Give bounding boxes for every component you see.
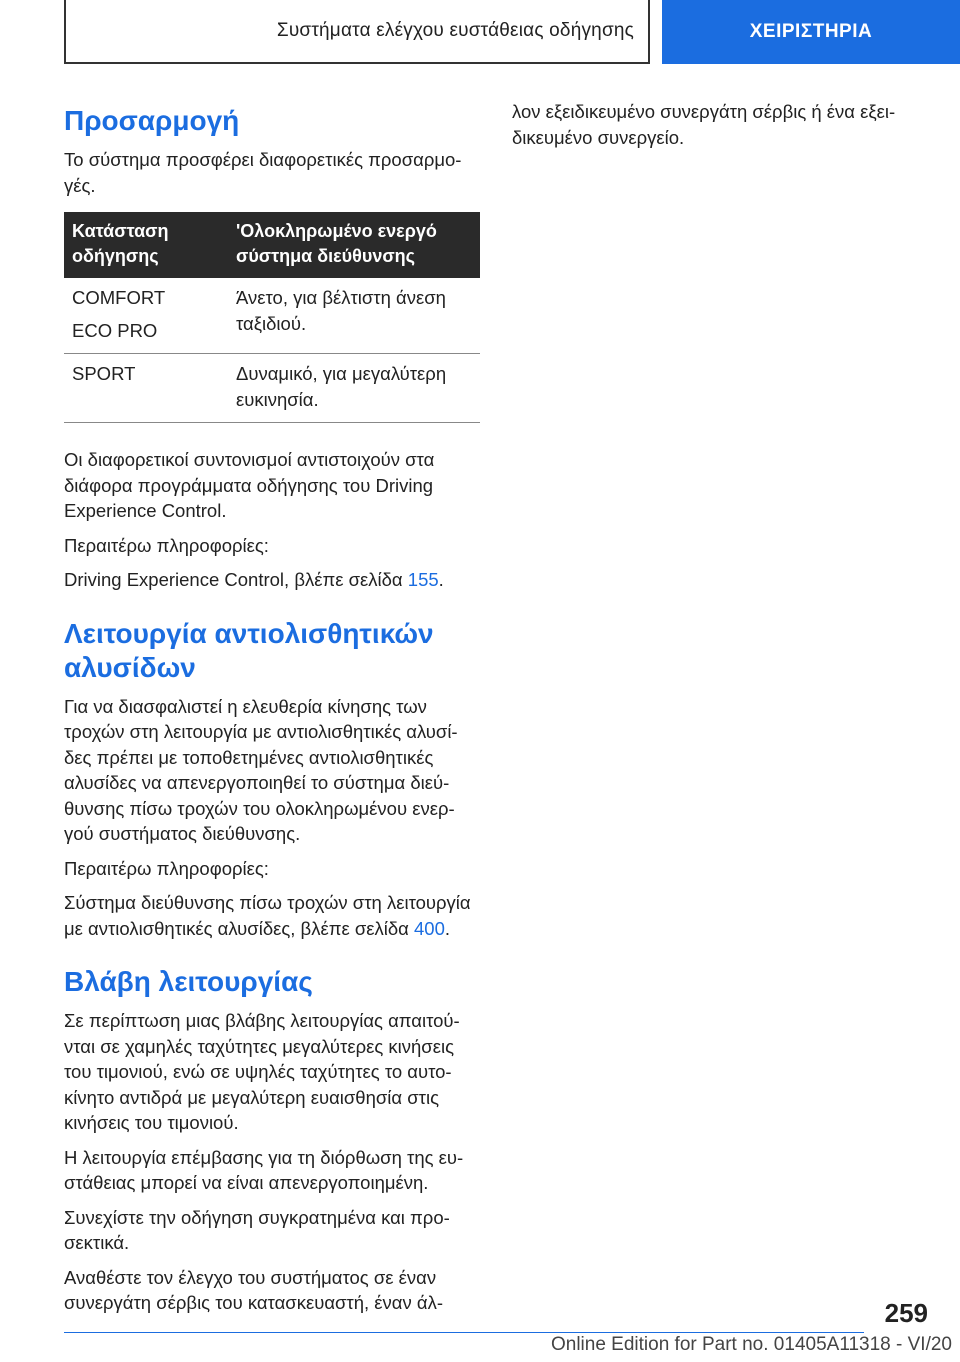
table-cell-description: Δυναμικό, για μεγαλύτερη ευκινησία. — [224, 354, 480, 423]
left-column — [64, 104, 480, 1316]
adaptation-intro: Το σύστημα προσφέρει διαφορετικές προσαρμο-γές. — [64, 149, 462, 196]
reference-period: . — [444, 917, 451, 939]
right-column — [512, 99, 928, 150]
snow-chains-reference — [64, 890, 480, 941]
adaptation-heading: Προσαρμογή — [64, 105, 240, 136]
malfunction-heading: Βλάβη λειτουργίας — [64, 966, 313, 997]
footer-edition-text: Online Edition for Part no. 01405A11318 - VI/20 — [550, 1334, 952, 1355]
table-header-steering-system: 'Ολοκληρωμένο ενεργό σύστημα διεύθυνσης — [224, 212, 480, 278]
adaptation-table — [64, 212, 480, 423]
mode-sport: SPORT — [72, 363, 136, 384]
adaptation-more-info-label: Περαιτέρω πληροφορίες: — [64, 534, 269, 556]
malfunction-paragraph-3: Συνεχίστε την οδήγηση συγκρατημένα και προ-σεκτικά. — [64, 1206, 450, 1253]
table-row — [64, 354, 480, 423]
chapter-tab[interactable]: ΧΕΙΡΙΣΤΗΡΙΑ — [662, 0, 960, 64]
table-header-row — [64, 212, 480, 278]
snow-chains-heading-line2: αλυσίδων — [64, 651, 196, 683]
malfunction-paragraph-4-start: Αναθέστε τον έλεγχο του συστήματος σε έναν συνεργάτη σέρβις του κατασκευαστή, έναν άλ- — [64, 1266, 443, 1313]
snow-chains-more-info-label: Περαιτέρω πληροφορίες: — [64, 857, 269, 879]
malfunction-paragraph-2: Η λειτουργία επέμβασης για τη διόρθωση της ευ-στάθειας μπορεί να είναι απενεργοποιημένη. — [64, 1146, 464, 1193]
table-header-driving-mode: Κατάσταση οδήγησης — [64, 212, 224, 278]
page-link-400[interactable]: 400 — [414, 917, 445, 939]
mode-comfort: COMFORT — [72, 287, 166, 308]
adaptation-after-table: Οι διαφορετικοί συντονισμοί αντιστοιχούν στα διάφορα προγράμματα οδήγησης του Driving Experience Control. — [64, 449, 435, 521]
table-cell-description: Άνετο, για βέλτιστη άνεση ταξιδιού. — [224, 278, 480, 354]
page-link-155[interactable]: 155 — [407, 569, 439, 590]
table-cell-modes — [64, 278, 224, 354]
header-section-box — [64, 0, 650, 64]
header-section-title: Συστήματα ελέγχου ευστάθειας οδήγησης — [276, 20, 634, 41]
page-number: 259 — [884, 1298, 928, 1328]
snow-chains-heading-line1: Λειτουργία αντιολισθητικών — [64, 617, 434, 649]
malfunction-paragraph-4-continued: λον εξειδικευμένο συνεργάτη σέρβις ή ένα εξει-δικευμένο συνεργείο. — [512, 101, 896, 148]
malfunction-paragraph-1: Σε περίπτωση μιας βλάβης λειτουργίας απαιτού-νται σε χαμηλές ταχύτητες μεγαλύτερες κινήσεις του τιμονιού, ενώ σε υψηλές ταχύτητες το αυτο-κίνητο αντιδρά με μεγαλύτερη ευαισθησία στις κινήσεις του τιμονιού. — [64, 1010, 460, 1133]
adaptation-reference — [64, 567, 480, 593]
reference-period: . — [438, 569, 444, 590]
footer-divider — [64, 1332, 864, 1333]
table-cell-modes — [64, 354, 224, 423]
snow-chains-heading — [64, 617, 480, 685]
snow-chains-reference-text: Σύστημα διεύθυνσης πίσω τροχών στη λειτουργία με αντιολισθητικές αλυσίδες, βλέπε σελίδα — [64, 892, 471, 939]
mode-eco-pro: ECO PRO — [72, 319, 158, 341]
snow-chains-body: Για να διασφαλιστεί η ελευθερία κίνησης των τροχών στη λειτουργία με αντιολισθητικές αλυσί-δες πρέπει με τοποθετημένες αντιολισθητικές αλυσίδες να απενεργοποιηθεί το σύστημα διεύ-θυνσης πίσω τροχών του ολοκληρωμένου ενερ-γού συστήματος διεύθυνσης. — [64, 695, 458, 844]
table-row — [64, 278, 480, 354]
adaptation-reference-text: Driving Experience Control, βλέπε σελίδα — [64, 569, 408, 590]
